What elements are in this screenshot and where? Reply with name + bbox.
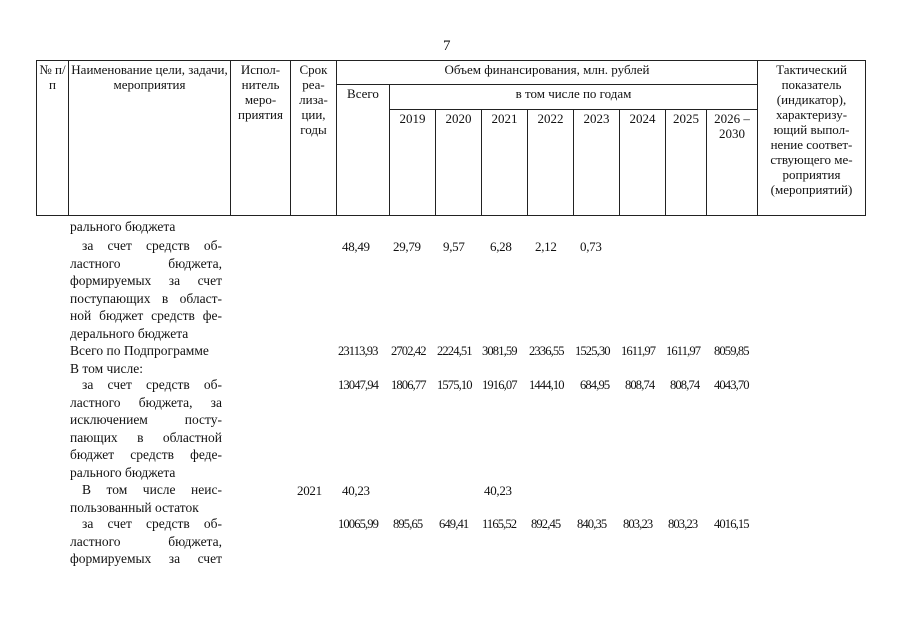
- value-2020: 2224,51: [437, 344, 472, 358]
- value-term: 2021: [297, 483, 322, 498]
- row-description: за счет средств об- ластного бюджета, за исключением посту- пающих в областной бюджет средств феде- рального бюджета: [70, 377, 222, 480]
- value-2021: 40,23: [484, 483, 512, 498]
- header-funding: Объем финансирования, млн. рублей: [337, 61, 758, 85]
- value-2023: 0,73: [580, 239, 602, 254]
- value-2021: 1165,52: [482, 517, 517, 531]
- value-2026-2030: 4043,70: [714, 378, 749, 392]
- value-2026-2030: 4016,15: [714, 517, 749, 531]
- value-2019: 1806,77: [391, 378, 426, 392]
- value-2021: 6,28: [490, 239, 512, 254]
- value-2023: 840,35: [577, 517, 607, 531]
- value-2024: 1611,97: [621, 344, 656, 358]
- value-total: 23113,93: [338, 344, 378, 358]
- row-description: за счет средств об- ластного бюджета, формируемых за счет поступающих в област- ной бюджет средств фе- дерального бюджета: [70, 238, 222, 341]
- value-2026-2030: 8059,85: [714, 344, 749, 358]
- value-2019: 29,79: [393, 239, 421, 254]
- value-2020: 1575,10: [437, 378, 472, 392]
- value-total: 13047,94: [338, 378, 379, 392]
- row-description: В том числе неис- пользованный остаток: [70, 482, 222, 515]
- header-year: 2022: [528, 110, 574, 216]
- value-total: 48,49: [342, 239, 370, 254]
- value-2022: 2,12: [535, 239, 557, 254]
- value-2019: 895,65: [393, 517, 423, 531]
- row-description: рального бюджета: [70, 219, 176, 234]
- page-number: 7: [443, 38, 451, 54]
- header-name: Наименование цели, задачи, мероприятия: [69, 61, 231, 216]
- header-executor: Испол-нитель меро-приятия: [231, 61, 291, 216]
- value-2024: 808,74: [625, 378, 655, 392]
- header-total: Всего: [337, 85, 390, 216]
- value-2022: 1444,10: [529, 378, 564, 392]
- value-2022: 2336,55: [529, 344, 564, 358]
- value-2021: 3081,59: [482, 344, 517, 358]
- row-description: Всего по Подпрограмме В том числе:: [70, 343, 209, 376]
- header-no: № п/п: [37, 61, 69, 216]
- funding-table-header: [36, 60, 866, 216]
- header-year: 2024: [620, 110, 666, 216]
- value-total: 40,23: [342, 483, 370, 498]
- value-2023: 1525,30: [575, 344, 610, 358]
- value-2020: 9,57: [443, 239, 465, 254]
- header-year: 2019: [390, 110, 436, 216]
- value-2025: 808,74: [670, 378, 700, 392]
- value-2022: 892,45: [531, 517, 561, 531]
- header-year: 2023: [574, 110, 620, 216]
- header-indicator: Тактический показатель (индикатор), характеризу-ющий выпол-нение соответ-ствующего ме-роприятия (мероприятий): [758, 61, 866, 216]
- header-year: 2026 – 2030: [707, 110, 758, 216]
- value-2020: 649,41: [439, 517, 469, 531]
- value-2025: 803,23: [668, 517, 698, 531]
- header-year: 2020: [436, 110, 482, 216]
- value-2024: 803,23: [623, 517, 653, 531]
- value-2019: 2702,42: [391, 344, 426, 358]
- header-year: 2021: [482, 110, 528, 216]
- header-by-years: в том числе по годам: [390, 85, 758, 110]
- row-description: за счет средств об- ластного бюджета, формируемых за счет: [70, 516, 222, 567]
- value-2023: 684,95: [580, 378, 610, 392]
- value-2021: 1916,07: [482, 378, 517, 392]
- value-total: 10065,99: [338, 517, 379, 531]
- header-term: Срок реа-лиза-ции, годы: [291, 61, 337, 216]
- value-2025: 1611,97: [666, 344, 701, 358]
- header-year: 2025: [666, 110, 707, 216]
